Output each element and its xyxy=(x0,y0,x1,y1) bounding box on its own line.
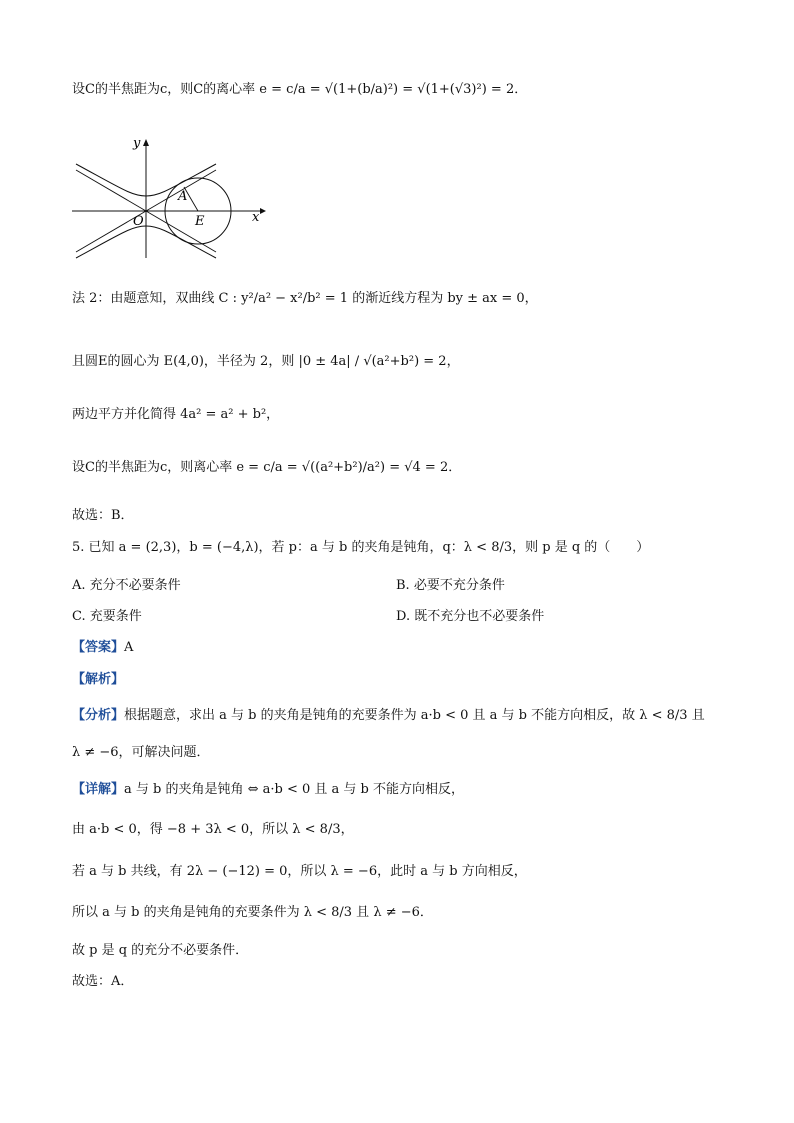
method2-line: 法 2：由题意知，双曲线 C : y²/a² − x²/b² = 1 的渐近线方程为 by ± ax = 0， xyxy=(72,291,538,306)
analysis-line xyxy=(72,670,124,690)
detail-line-3: 若 a 与 b 共线，有 2λ − (−12) = 0，所以 λ = −6，此时 a 与 b 方向相反， xyxy=(72,864,527,879)
detail-line-4: 所以 a 与 b 的夹角是钝角的充要条件为 λ < 8/3 且 λ ≠ −6． xyxy=(72,905,433,920)
answer-tag: 【答案】 xyxy=(72,640,125,655)
analysis-tag: 【解析】 xyxy=(72,672,125,687)
eccentricity-line-1: 设C的半焦距为c，则C的离心率 e = c/a = √(1+(b/a)²) = √(1+(√3)²) = 2． xyxy=(72,82,528,97)
detail-line-6: 故选：A． xyxy=(72,974,134,989)
fenxi-tag: 【分析】 xyxy=(72,708,125,723)
answer-value: A xyxy=(124,640,134,655)
fenxi-line-2: λ ≠ −6，可解决问题． xyxy=(72,745,210,760)
option-b: B. 必要不充分条件 xyxy=(396,578,505,593)
y-axis-label: y xyxy=(133,136,141,151)
y-axis-arrow-icon xyxy=(143,139,149,146)
point-e-label: E xyxy=(195,214,205,229)
question-5: 5. 已知 a = (2,3)，b = (−4,λ)，若 p：a 与 b 的夹角是钝角，q：λ < 8/3，则 p 是 q 的（ ） xyxy=(72,540,650,555)
answer-line xyxy=(72,638,133,658)
choice-b-line: 故选：B． xyxy=(72,508,134,523)
fenxi-text: 根据题意，求出 a 与 b 的夹角是钝角的充要条件为 a·b < 0 且 a 与 b 不能方向相反，故 λ < 8/3 且 xyxy=(124,708,705,723)
xiangjie-line xyxy=(72,780,464,800)
point-a-label: A xyxy=(178,189,188,204)
x-axis-arrow-icon xyxy=(260,208,266,214)
fenxi-line xyxy=(72,706,705,726)
distance-line: 且圆E的圆心为 E(4,0)，半径为 2，则 |0 ± 4a| / √(a²+b²) = 2， xyxy=(72,354,460,369)
option-c: C. 充要条件 xyxy=(72,609,142,624)
option-a: A. 充分不必要条件 xyxy=(72,578,181,593)
xiangjie-tag: 【详解】 xyxy=(72,782,125,797)
detail-line-2: 由 a·b < 0，得 −8 + 3λ < 0，所以 λ < 8/3， xyxy=(72,822,354,837)
detail-line-5: 故 p 是 q 的充分不必要条件． xyxy=(72,943,249,958)
origin-label: O xyxy=(133,214,144,229)
hyperbola-figure xyxy=(72,134,272,259)
square-line: 两边平方并化简得 4a² = a² + b²， xyxy=(72,407,280,422)
eccentricity-line-2: 设C的半焦距为c，则离心率 e = c/a = √((a²+b²)/a²) = √4 = 2． xyxy=(72,460,462,475)
x-axis-label: x xyxy=(252,210,260,225)
option-d: D. 既不充分也不必要条件 xyxy=(396,609,545,624)
xiangjie-text: a 与 b 的夹角是钝角 ⇔ a·b < 0 且 a 与 b 不能方向相反， xyxy=(124,782,465,797)
